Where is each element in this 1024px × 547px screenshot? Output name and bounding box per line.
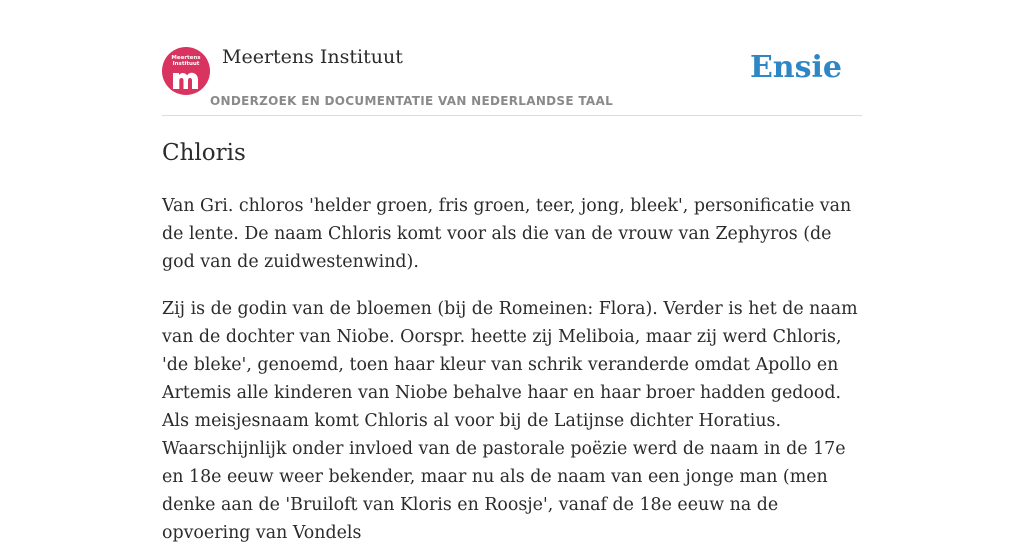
ensie-brand-logo[interactable]: Ensie	[749, 50, 842, 85]
logo-text-line2: Instituut	[172, 61, 200, 67]
org-name[interactable]: Meertens Instituut	[222, 46, 403, 68]
page	[162, 0, 862, 543]
logo-text-line1: Meertens	[171, 55, 201, 61]
article-paragraph: Zij is de godin van de bloemen (bij de Romeinen: Flora). Verder is het de naam van de dochter van Niobe. Oorspr. heette zij Meliboia, maar zij werd Chloris, 'de bleke', genoemd, toen haar kleur van schrik veranderde omdat Apollo en Artemis alle kinderen van Niobe behalve haar en haar broer hadden gedood. Als meisjesnaam komt Chloris al voor bij de Latijnse dichter Horatius. Waarschijnlijk onder invloed van de pastorale poëzie werd de naam in de 17e en 18e eeuw weer bekender, maar nu als de naam van een jonge man (men denke aan de 'Bruiloft van Kloris en Roosje', vanaf de 18e eeuw na de opvoering van Vondels	[162, 299, 858, 543]
article-title: Chloris	[162, 140, 246, 166]
site-header	[162, 0, 862, 116]
logo-m-icon	[171, 68, 201, 90]
meertens-logo[interactable]	[162, 47, 210, 95]
article-paragraph: Van Gri. chloros 'helder groen, fris groen, teer, jong, bleek', personificatie van de lente. De naam Chloris komt voor als die van de vrouw van Zephyros (de god van de zuidwestenwind).	[162, 196, 852, 272]
org-tagline: ONDERZOEK EN DOCUMENTATIE VAN NEDERLANDSE TAAL	[210, 94, 614, 108]
